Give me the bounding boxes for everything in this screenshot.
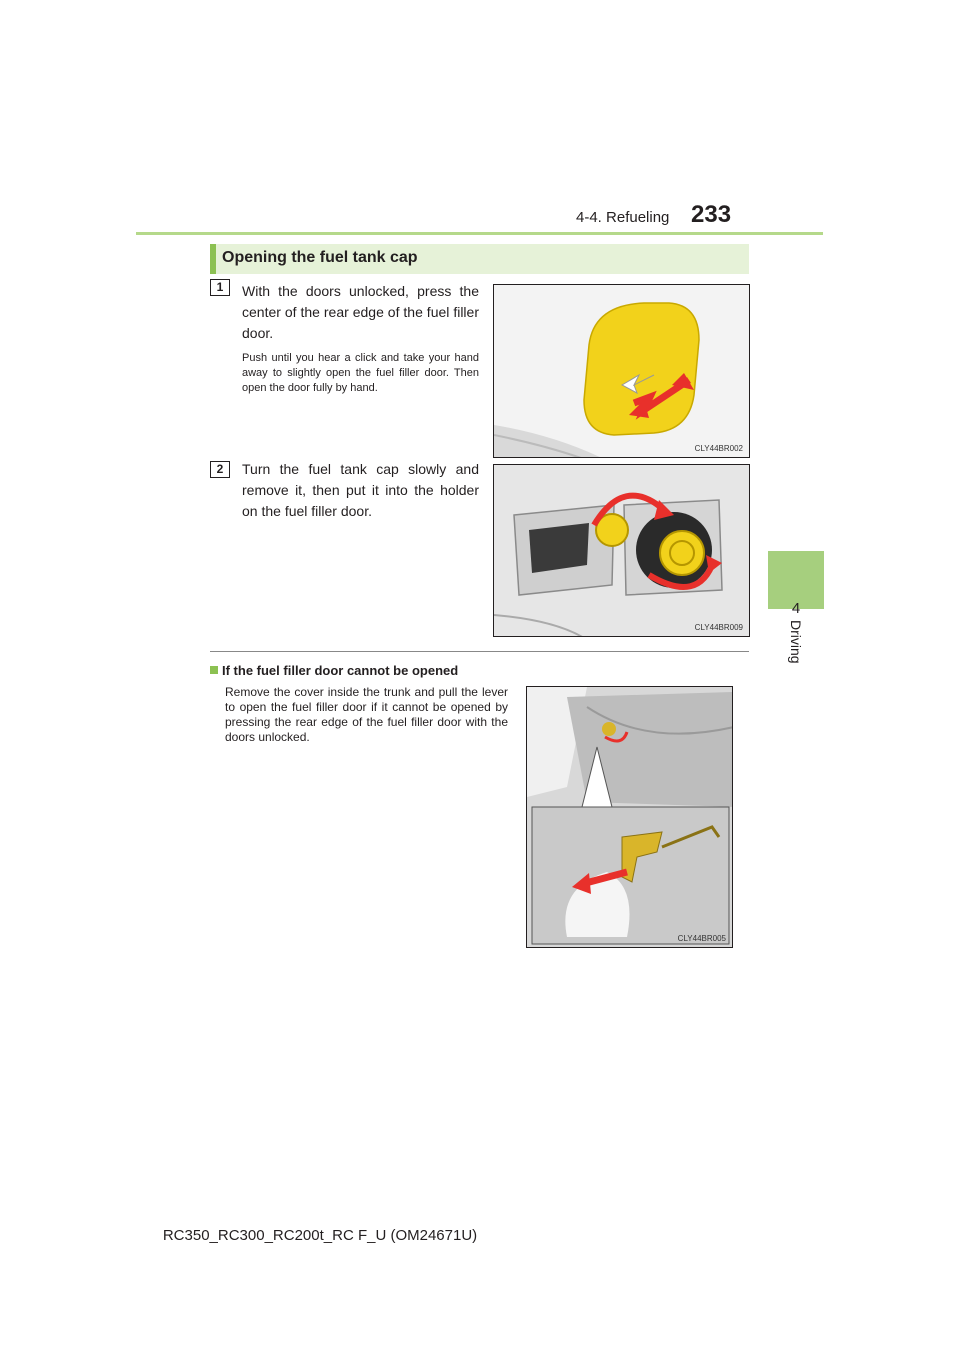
header-rule bbox=[136, 232, 823, 235]
figure-1-caption: CLY44BR002 bbox=[694, 444, 743, 453]
trunk-lever-illustration bbox=[527, 687, 733, 948]
figure-trunk-lever bbox=[526, 686, 733, 948]
figure-3-caption: CLY44BR005 bbox=[677, 934, 726, 943]
step-number-1: 1 bbox=[210, 279, 230, 296]
note-bullet-icon bbox=[210, 666, 218, 674]
note-heading bbox=[210, 663, 458, 678]
footer-manual-code bbox=[0, 1227, 960, 1244]
header-section-title: 4-4. Refueling bbox=[576, 209, 670, 226]
figure-2-caption: CLY44BR009 bbox=[694, 623, 743, 632]
fuel-door-illustration bbox=[494, 285, 750, 458]
chapter-tab-label: Driving bbox=[788, 620, 804, 664]
figure-fuel-door-press bbox=[493, 284, 750, 458]
note-heading-text: If the fuel filler door cannot be opened bbox=[222, 663, 459, 678]
footer-text: RC350_RC300_RC200t_RC F_U (OM24671U) bbox=[162, 1227, 478, 1244]
chapter-tab-label-wrap bbox=[780, 620, 810, 670]
section-divider bbox=[210, 651, 749, 652]
note-text: Remove the cover inside the trunk and pull the lever to open the fuel filler door if it cannot be opened by pressing the rear edge of the fuel filler door with the doors unlocked. bbox=[225, 685, 508, 744]
chapter-tab-number: 4 bbox=[791, 600, 801, 617]
fuel-cap-illustration bbox=[494, 465, 750, 637]
step-1-subtext: Push until you hear a click and take your hand away to slightly open the fuel filler door. Then open the door fully by hand. bbox=[242, 352, 479, 394]
step-number-2: 2 bbox=[210, 461, 230, 478]
step-1-text: With the doors unlocked, press the center of the rear edge of the fuel filler door. bbox=[242, 283, 479, 341]
section-title: Opening the fuel tank cap bbox=[222, 249, 418, 266]
figure-fuel-cap-remove bbox=[493, 464, 750, 637]
step-2-text: Turn the fuel tank cap slowly and remove it, then put it into the holder on the fuel filler door. bbox=[242, 461, 479, 519]
page-number: 233 bbox=[691, 201, 732, 228]
